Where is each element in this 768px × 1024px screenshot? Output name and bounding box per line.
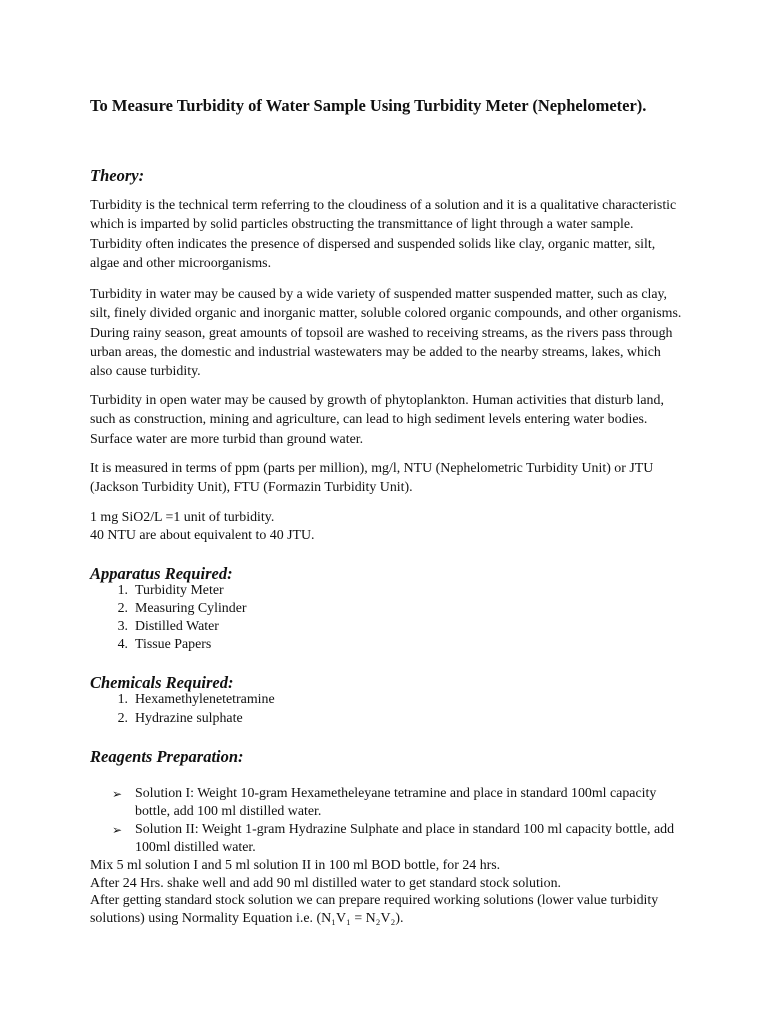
reagent-line-2: After 24 Hrs. shake well and add 90 ml distilled water to get standard stock solution.: [90, 876, 562, 891]
theory-paragraph-1: Turbidity is the technical term referring to the cloudiness of a solution and it is a qualitative characteristic which is imparted by solid particles obstructing the transmittance of light through a water sample. Turbidity often indicates the presence of dispersed and suspended solids like clay, organic matter, silt, algae and other microorganisms.: [90, 198, 677, 271]
reagent-bullet-1: Solution I: Weight 10-gram Hexametheleyane tetramine and place in standard 100ml capacity bottle, add 100 ml distilled water.: [135, 786, 657, 819]
theory-paragraph-3: Turbidity in open water may be caused by growth of phytoplankton. Human activities that disturb land, such as construction, mining and agriculture, can lead to high sediment levels entering water bodies. Surface water are more turbid than ground water.: [90, 393, 664, 447]
theory-paragraph-4: It is measured in terms of ppm (parts per million), mg/l, NTU (Nephelometric Turbidity Unit) or JTU (Jackson Turbidity Unit), FTU (Formazin Turbidity Unit).: [90, 461, 654, 496]
reagent-line-1: Mix 5 ml solution I and 5 ml solution II in 100 ml BOD bottle, for 24 hrs.: [90, 858, 501, 873]
reagents-heading: Reagents Preparation:: [90, 747, 244, 766]
document-title: To Measure Turbidity of Water Sample Using Turbidity Meter (Nephelometer).: [90, 96, 647, 115]
reagent-line-3: After getting standard stock solution we can prepare required working solutions (lower value turbidity solutions) using Normality Equation i.e. (N₁V₁ = N₂V₂).: [90, 893, 659, 926]
arrow-bullet-icon: ➢: [112, 787, 123, 801]
reagent-bullet-2: Solution II: Weight 1-gram Hydrazine Sulphate and place in standard 100 ml capacity bottle, add 100ml distilled water.: [135, 822, 675, 855]
theory-paragraph-2: Turbidity in water may be caused by a wide variety of suspended matter suspended matter, such as clay, silt, finely divided organic and inorganic matter, soluble colored organic compounds, and other organisms. During rainy season, great amounts of topsoil are washed to receiving streams, as the rivers pass through urban areas, the domestic and industrial wastewaters may be added to the nearby streams, lakes, which also cause turbidity.: [90, 287, 682, 380]
document-page: To Measure Turbidity of Water Sample Using Turbidity Meter (Nephelometer). Theory: Turbidity is the technical term referring to the cloudiness of a solution and it is a qualitative characteristic which is imparted by solid particles obstructing the transmittance of light through a water sample. Turbidity often indicates the presence of dispersed and suspended solids like clay, organic matter, silt, algae and other microorganisms. Turbidity in water may be caused by a wide variety of suspended matter suspended matter, such as clay, silt, finely divided organic and inorganic matter, soluble colored organic compounds, and other organisms. During rainy season, great amounts of topsoil are washed to receiving streams, as the rivers pass through urban areas, the domestic and industrial wastewaters may be added to the nearby streams, lakes, which also cause turbidity. Turbidity in open water may be caused by growth of phytoplankton. Human activities that disturb land, such as construction, mining and agriculture, can lead to high sediment levels entering water bodies. Surface water are more turbid than ground water. It is measured in terms of ppm (parts per million), mg/l, NTU (Nephelometric Turbidity Unit) or JTU (Jackson Turbidity Unit), FTU (Formazin Turbidity Unit). 1 mg SiO2/L =1 unit of turbidity. 40 NTU are about equivalent to 40 JTU. Apparatus Required: 1. Turbidity Meter 2. Measuring Cylinder 3. Distilled Water 4. Tissue Papers Chemicals Required: 1. Hexamethylenetetramine 2. Hydrazine sulphate Reagents Preparation: ➢ Solution I: Weight 10-gram Hexametheleyane tetramine and place in standard 100ml capacity bottle, add 100 ml distilled water. ➢ Solution II: Weight 1-gram Hydrazine Sulphate and place in standard 100 ml capacity bottle, add 100ml distilled water. Mix 5 ml solution I and 5 ml solution II in 100 ml BOD bottle, for 24 hrs. After 24 Hrs. shake well and add 90 ml distilled water to get standard stock solution. After getting standard stock solution we can prepare required working solutions (lower value turbidity solutions) using Normality Equation i.e. (N₁V₁ = N₂V₂).: [0, 0, 768, 1024]
turbidity-note-1: 1 mg SiO2/L =1 unit of turbidity.: [90, 510, 275, 525]
theory-heading: Theory:: [90, 166, 145, 185]
turbidity-note-2: 40 NTU are about equivalent to 40 JTU.: [90, 528, 315, 543]
arrow-bullet-icon: ➢: [112, 823, 123, 837]
chemicals-heading: Chemicals Required:: [90, 673, 234, 692]
apparatus-heading: Apparatus Required:: [90, 564, 233, 583]
